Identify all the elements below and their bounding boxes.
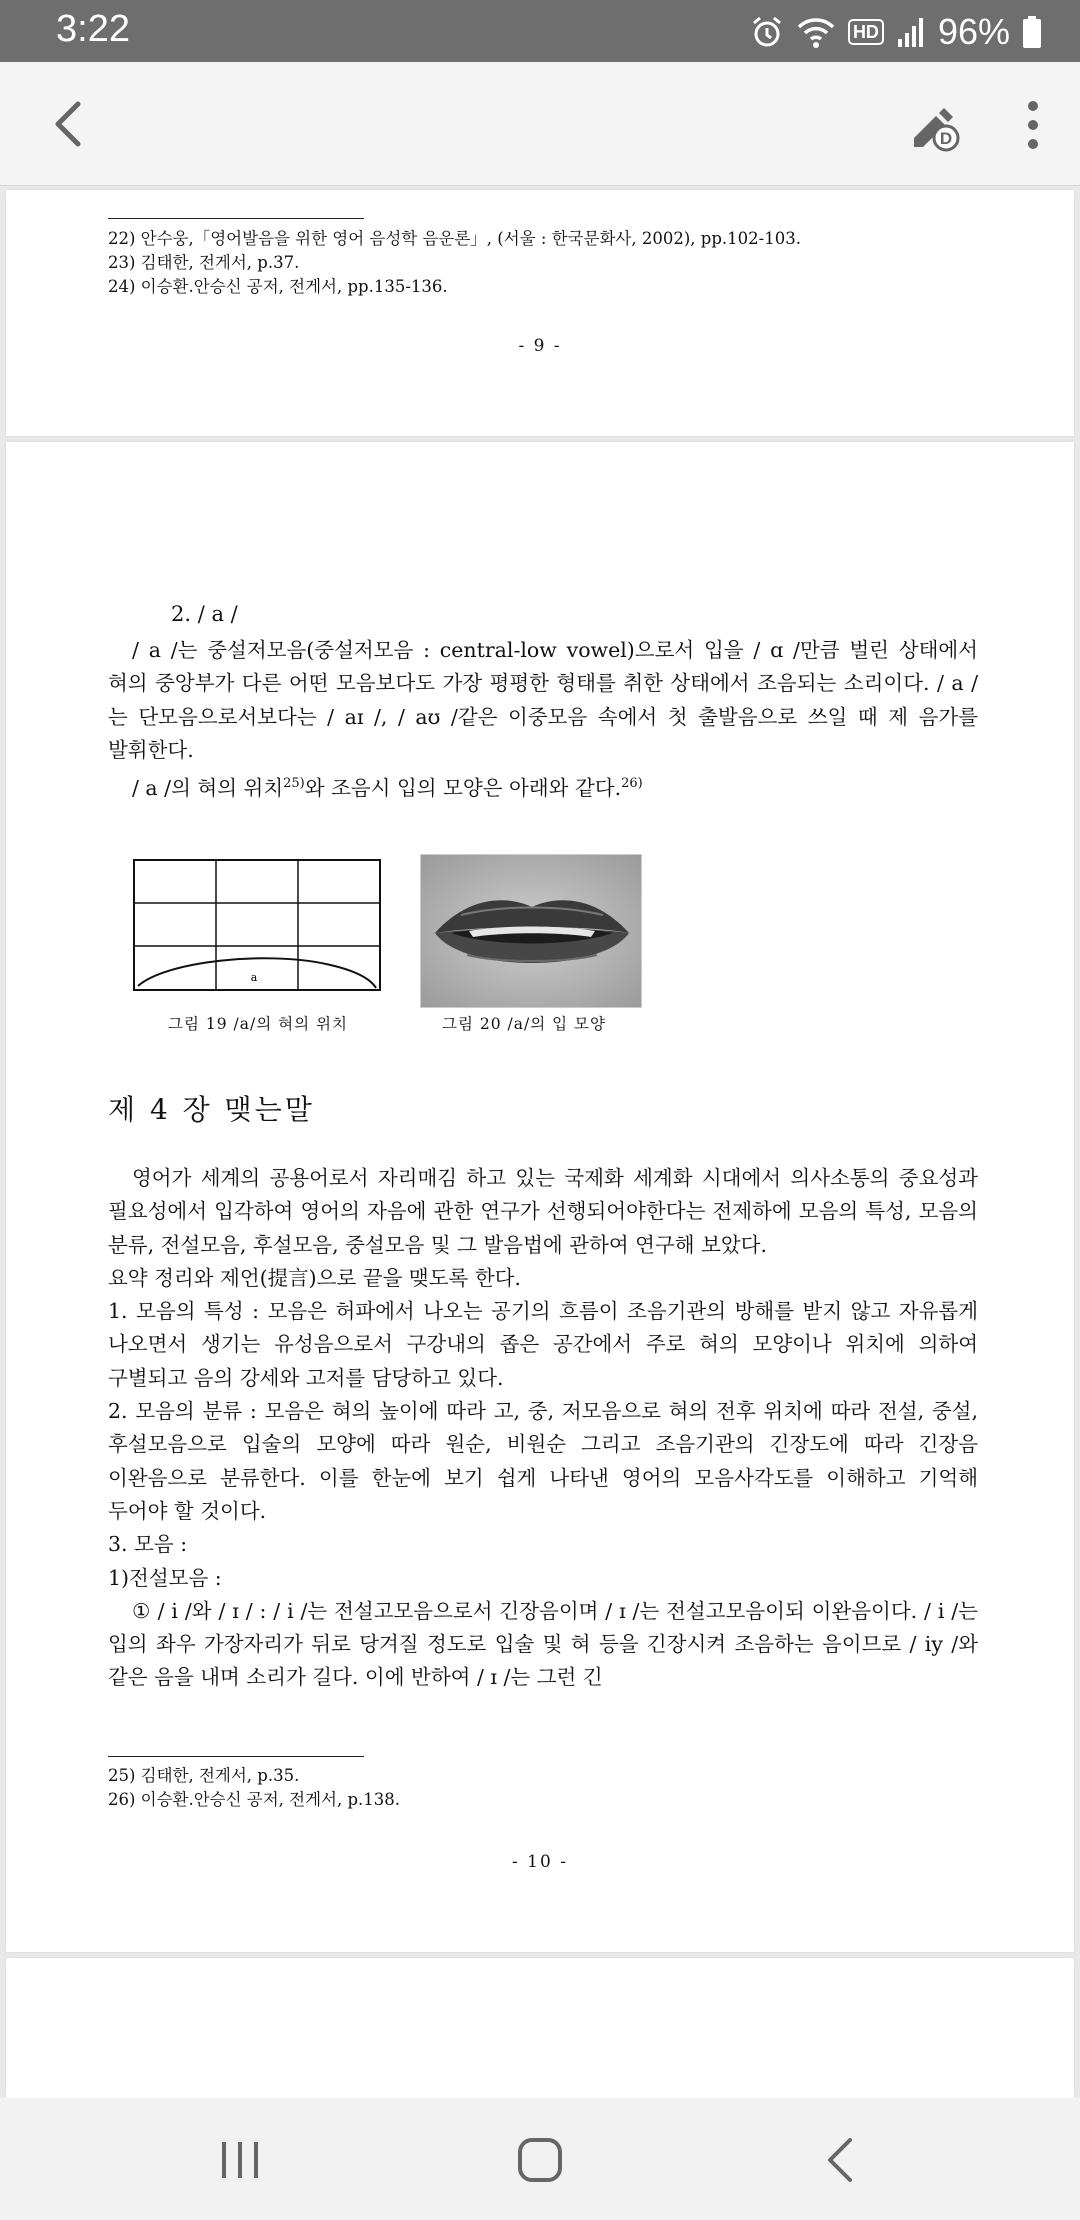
footnote-22: 22) 안수웅,「영어발음을 위한 영어 음성학 음운론」, (서울 : 한국문화사, 2002), pp.102-103.	[108, 229, 801, 248]
footnote-25: 25) 김태한, 전게서, p.35.	[108, 1766, 300, 1785]
alarm-icon	[750, 15, 784, 49]
intro-paragraph	[108, 634, 978, 805]
summary-line: 요약 정리와 제언(提言)으로 끝을 맺도록 한다.	[108, 1265, 521, 1290]
footnote-divider	[108, 1756, 364, 1757]
footnote-24: 24) 이승환.안승신 공저, 전게서, pp.135-136.	[108, 277, 448, 296]
tongue-vowel-symbol: a	[250, 971, 258, 984]
chevron-left-icon	[40, 94, 100, 154]
recent-apps-button[interactable]	[210, 2134, 270, 2186]
nav-back-button[interactable]	[812, 2134, 872, 2186]
wifi-icon	[796, 15, 836, 49]
signal-icon	[896, 15, 926, 49]
footnote-26: 26) 이승환.안승신 공저, 전게서, p.138.	[108, 1790, 401, 1809]
footnote-ref-25: 25)	[283, 776, 305, 792]
position-line-tail: 와 조음시 입의 모양은 아래와 같다.	[304, 776, 622, 801]
conclusion-body	[108, 1162, 978, 1695]
sign-edit-button[interactable]	[906, 94, 968, 156]
footnote-23: 23) 김태한, 전게서, p.37.	[108, 253, 300, 272]
status-time: 3:22	[56, 8, 130, 50]
more-vert-icon	[1008, 94, 1058, 156]
back-icon	[812, 2134, 872, 2186]
home-button[interactable]	[510, 2134, 570, 2186]
position-line	[108, 767, 978, 805]
status-icons	[750, 10, 1042, 54]
tongue-position-figure	[126, 856, 384, 996]
page-number: - 10 -	[512, 1852, 568, 1872]
edit-badge-text: D	[939, 129, 953, 148]
figure-20-caption: 그림 20 /a/의 입 모양	[442, 1015, 606, 1033]
document-page-9	[6, 190, 1074, 436]
vowel-characteristics: 1. 모음의 특성 : 모음은 허파에서 나오는 공기의 흐름이 조음기관의 방해를 받지 않고 자유롭게 나오면서 생기는 유성음으로서 구강내의 좁은 공간에서 주로 혀의 모양이나 위치에 의하여 구별되고 음의 강세와 고저를 담당하고 있다.	[108, 1299, 978, 1390]
document-page-10	[6, 442, 1074, 1952]
pen-sign-icon	[906, 94, 968, 156]
hd-icon: HD	[848, 19, 884, 45]
chapter-title: 제 4 장 맺는말	[108, 1093, 315, 1126]
app-toolbar	[0, 62, 1080, 186]
vowels-heading: 3. 모음 :	[108, 1532, 188, 1557]
mouth-shape-photo	[420, 854, 642, 1008]
system-nav-bar	[0, 2098, 1080, 2220]
document-page-11	[6, 1958, 1074, 2098]
page-number: - 9 -	[518, 336, 562, 356]
section-heading: 2. / a /	[171, 602, 238, 626]
front-vowels-heading: 1)전설모음 :	[108, 1565, 222, 1590]
position-line-head: / a /의 혀의 위치	[132, 776, 284, 801]
footnote-divider	[108, 218, 364, 219]
battery-percent: 96%	[937, 11, 1010, 52]
more-options-button[interactable]	[1008, 94, 1058, 156]
recent-apps-icon	[210, 2134, 270, 2186]
status-bar	[0, 0, 1080, 62]
conclusion-paragraph: 영어가 세계의 공용어로서 자리매김 하고 있는 국제화 세계화 시대에서 의사소통의 중요성과 필요성에서 입각하여 영어의 자음에 관한 연구가 선행되어야한다는 전제하에 모음의 특성, 모음의 분류, 전설모음, 후설모음, 중설모음 및 그 발음법에 관하여 연구해 보았다.	[108, 1166, 978, 1257]
back-button[interactable]	[40, 94, 100, 154]
vowel-classification: 2. 모음의 분류 : 모음은 혀의 높이에 따라 고, 중, 저모음으로 혀의 전후 위치에 따라 전설, 중설, 후설모음으로 입술의 모양에 따라 원순, 비원순 그리고 조음기관의 긴장도에 따라 긴장음 이완음으로 분류한다. 이를 한눈에 보기 쉽게 나타낸 영어의 모음사각도를 이해하고 기억해 두어야 할 것이다.	[108, 1399, 978, 1523]
home-icon	[510, 2134, 570, 2186]
front-vowels-text: ① / i /와 / ɪ / : / i /는 전설고모음으로서 긴장음이며 / ɪ /는 전설고모음이되 이완음이다. / i /는 입의 좌우 가장자리가 뒤로 당겨질 정도로 입술 및 혀 등을 긴장시켜 조음하는 음이므로 / iy /와 같은 음을 내며 소리가 길다. 이에 반하여 / ɪ /는 그런 긴	[108, 1598, 978, 1690]
intro-text: / a /는 중설저모음(중설저모음 : central-low vowel)으로서 입을 / ɑ /만큼 벌린 상태에서 혀의 중앙부가 다른 어떤 모음보다도 가장 평평한 형태를 취한 상태에서 조음되는 소리이다. / a /는 단모음으로서보다는 / aɪ /, / aʊ /같은 이중모음 속에서 첫 출발음으로 쓰일 때 제 음가를 발휘한다.	[108, 638, 978, 762]
figure-19-caption: 그림 19 /a/의 혀의 위치	[168, 1015, 348, 1033]
battery-icon	[1022, 15, 1042, 49]
footnote-ref-26: 26)	[621, 776, 643, 792]
